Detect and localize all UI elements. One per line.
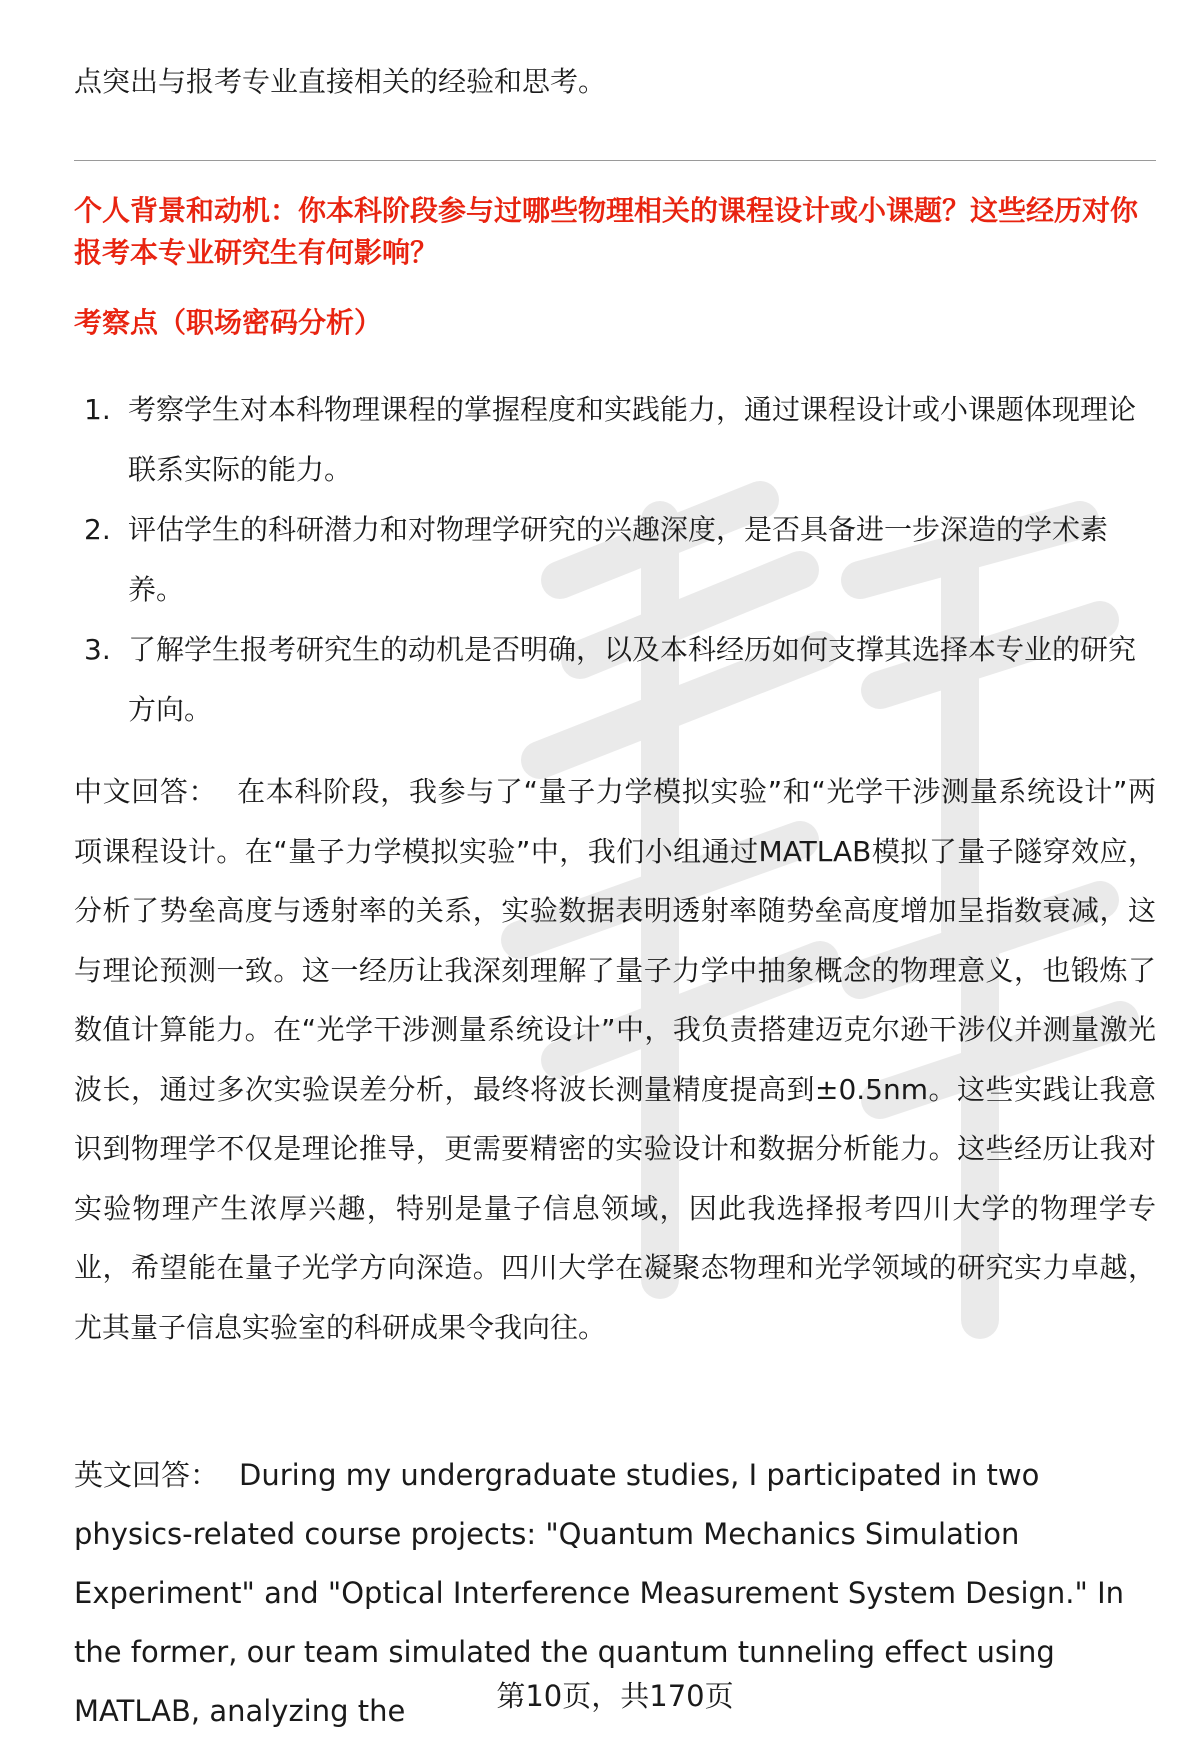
english-answer-text: During my undergraduate studies, I participated in two physics-related course projects: "Quantum Mechanics Simulation Experiment" and "Optical Interference Measurement System Design." In the former, our team simulated the quantum tunneling effect using MATLAB, analyzing the <box>74 1458 1125 1728</box>
list-item <box>74 620 1156 740</box>
document-page <box>74 0 1156 1755</box>
chinese-answer <box>74 762 1156 1357</box>
list-item <box>74 500 1156 620</box>
list-item-text: 评估学生的科研潜力和对物理学研究的兴趣深度，是否具备进一步深造的学术素养。 <box>128 513 1109 606</box>
chinese-answer-label: 中文回答： <box>74 775 218 808</box>
lead-text: 点突出与报考专业直接相关的经验和思考。 <box>74 65 607 98</box>
question-heading: 个人背景和动机：你本科阶段参与过哪些物理相关的课程设计或小课题？这些经历对你报考本专业研究生有何影响？ <box>74 194 1139 269</box>
assessment-points-list <box>74 380 1156 740</box>
section-title: 考察点（职场密码分析） <box>74 306 383 339</box>
section-divider <box>74 160 1156 161</box>
list-item-text: 了解学生报考研究生的动机是否明确，以及本科经历如何支撑其选择本专业的研究方向。 <box>128 633 1137 726</box>
chinese-answer-text: 在本科阶段，我参与了“量子力学模拟实验”和“光学干涉测量系统设计”两项课程设计。在“量子力学模拟实验”中，我们小组通过MATLAB模拟了量子隧穿效应，分析了势垒高度与透射率的关系，实验数据表明透射率随势垒高度增加呈指数衰减，这与理论预测一致。这一经历让我深刻理解了量子力学中抽象概念的物理意义，也锻炼了数值计算能力。在“光学干涉测量系统设计”中，我负责搭建迈克尔逊干涉仪并测量激光波长，通过多次实验误差分析，最终将波长测量精度提高到±0.5nm。这些实践让我意识到物理学不仅是理论推导，更需要精密的实验设计和数据分析能力。这些经历让我对实验物理产生浓厚兴趣，特别是量子信息领域，因此我选择报考四川大学的物理学专业，希望能在量子光学方向深造。四川大学在凝聚态物理和光学领域的研究实力卓越，尤其量子信息实验室的科研成果令我向往。 <box>74 775 1156 1344</box>
list-item-text: 考察学生对本科物理课程的掌握程度和实践能力，通过课程设计或小课题体现理论联系实际的能力。 <box>128 393 1137 486</box>
list-item-number: 1. <box>84 393 111 426</box>
page-footer: 第10页，共170页 <box>496 1679 734 1713</box>
english-answer-label: 英文回答： <box>74 1458 220 1492</box>
list-item <box>74 380 1156 500</box>
list-item-number: 3. <box>84 633 111 666</box>
list-item-number: 2. <box>84 513 111 546</box>
